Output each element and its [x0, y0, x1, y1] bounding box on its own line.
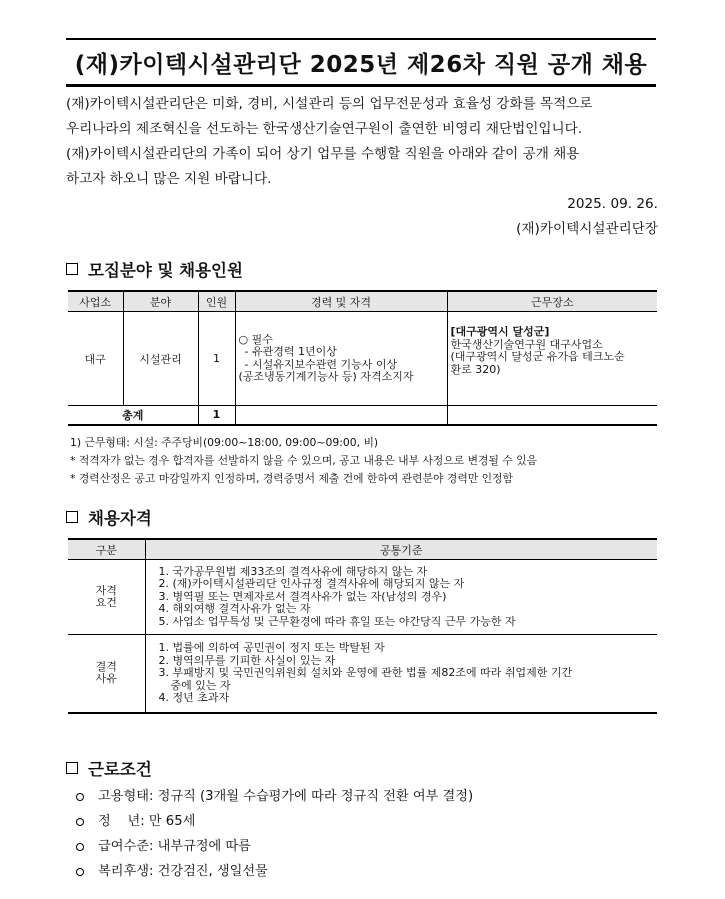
column-header: 경력 및 자격 [235, 291, 447, 312]
criteria-list [159, 642, 655, 705]
column-header: 근무장소 [447, 291, 657, 312]
location-cell [447, 312, 657, 406]
square-bullet-icon [66, 263, 78, 275]
condition-item [76, 784, 646, 809]
section-title-conditions [66, 756, 152, 780]
working-conditions-list [76, 784, 646, 884]
table-header-row [68, 539, 657, 560]
qualification-line: - 유관경력 1년이상 [244, 346, 337, 358]
criteria-item: 4. 해외여행 결격사유가 없는 자 [158, 603, 311, 616]
criteria-cell [145, 560, 657, 635]
condition-item [76, 834, 646, 859]
criteria-item: 3. 병역필 또는 면제자로서 결격사유가 없는 자(남성의 경우) [158, 590, 447, 603]
field-cell: 시설관리 [123, 312, 198, 406]
qualification-cell [235, 312, 447, 406]
section-title-qualifications [66, 505, 152, 529]
section-title-text: 근로조건 [88, 760, 152, 779]
circle-bullet-icon [76, 868, 84, 876]
empty-cell [235, 406, 447, 425]
location-line: (대구광역시 달성군 유가읍 테크노순 [450, 351, 625, 363]
criteria-continuation: 중에 있는 자 [170, 679, 231, 692]
note-line: * 적격자가 없는 경우 합격자를 선발하지 않을 수 있으며, 공고 내용은 내부 사정으로 변경될 수 있음 [70, 454, 538, 467]
row-label-line: 자격 [95, 584, 117, 597]
condition-item [76, 859, 646, 884]
table-row [68, 635, 657, 713]
criteria-item: 3. 부패방지 및 국민권익위원회 설치와 운영에 관한 법률 제82조에 따라 취업제한 기간 [158, 667, 573, 679]
recruitment-table [68, 290, 657, 426]
intro-line: (재)카이텍시설관리단은 미화, 경비, 시설관리 등의 업무전문성과 효율성 강화를 목적으로 [66, 96, 593, 112]
condition-text: 정 년: 만 65세 [98, 814, 196, 829]
recruitment-notes [70, 434, 660, 488]
location-line: 환로 320) [450, 363, 501, 376]
criteria-item: 1. 국가공무원법 제33조의 결격사유에 해당하지 않는 자 [158, 565, 428, 578]
note-line: * 경력산정은 공고 마감일까지 인정하며, 경력증명서 제출 건에 한하여 관련분야 경력만 인정함 [70, 472, 513, 485]
criteria-cell [145, 635, 657, 713]
total-label: 총계 [68, 406, 198, 425]
column-header: 공통기준 [145, 539, 657, 560]
condition-text: 급여수준: 내부규정에 따름 [98, 839, 251, 854]
empty-cell [447, 406, 657, 425]
condition-text: 고용형태: 정규직 (3개월 수습평가에 따라 정규직 전환 여부 결정) [98, 789, 474, 804]
total-count: 1 [198, 406, 235, 425]
criteria-item: 1. 법률에 의하여 공민권이 정지 또는 박탈된 자 [158, 642, 385, 654]
note-line: 1) 근무형태: 시설: 주주당비(09:00~18:00, 09:00~09:00, 비) [70, 436, 379, 449]
intro-paragraph [66, 92, 658, 242]
row-label-line: 결격 [95, 660, 117, 673]
table-header-row [68, 291, 657, 312]
qualification-line: ○ 필수 [238, 333, 273, 346]
intro-line: 하고자 하오니 많은 지원 바랍니다. [66, 171, 272, 187]
table-row [68, 312, 657, 406]
criteria-item: 2. 병역의무를 기피한 사실이 있는 자 [158, 654, 336, 667]
criteria-item [159, 680, 655, 693]
location-title: [대구광역시 달성군] [450, 326, 550, 338]
condition-text: 복리후생: 건강검진, 생일선물 [98, 864, 268, 879]
column-header: 인원 [198, 291, 235, 312]
row-label-line: 사유 [95, 673, 117, 686]
criteria-list [159, 566, 655, 629]
circle-bullet-icon [76, 843, 84, 851]
row-label-line: 요건 [95, 597, 117, 609]
section-title-text: 모집분야 및 채용인원 [88, 261, 243, 280]
intro-line: 우리나라의 제조혁신을 선도하는 한국생산기술연구원이 출연한 비영리 재단법인입니다. [66, 121, 583, 137]
intro-line: (재)카이텍시설관리단의 가족이 되어 상기 업무를 수행할 직원을 아래와 같이 공개 채용 [66, 146, 580, 162]
circle-bullet-icon [76, 818, 84, 826]
location-line: 한국생산기술연구원 대구사업소 [450, 338, 603, 351]
signature: (재)카이텍시설관리단장 [516, 221, 658, 237]
criteria-item: 2. (재)카이텍시설관리단 인사규정 결격사유에 해당되지 않는 자 [158, 578, 465, 591]
square-bullet-icon [66, 511, 78, 523]
office-cell: 대구 [68, 312, 123, 406]
column-header: 분야 [123, 291, 198, 312]
criteria-item: 4. 정년 초과자 [158, 692, 230, 704]
page-title: (재)카이텍시설관리단 2025년 제26차 직원 공개 채용 [74, 51, 648, 78]
count-cell: 1 [198, 312, 235, 406]
column-header: 사업소 [68, 291, 123, 312]
condition-item [76, 809, 646, 834]
circle-bullet-icon [76, 793, 84, 801]
qualification-table [68, 538, 657, 714]
qualification-line: (공조냉동기계기능사 등) 자격소지자 [238, 371, 414, 383]
section-title-recruitment [66, 257, 243, 281]
title-box [66, 38, 656, 87]
row-label-cell [68, 635, 145, 713]
section-title-text: 채용자격 [88, 509, 152, 528]
total-row [68, 406, 657, 425]
criteria-item: 5. 사업소 업무특성 및 근무환경에 따라 휴일 또는 야간당직 근무 가능한 자 [158, 615, 516, 628]
table-row [68, 560, 657, 635]
column-header: 구분 [68, 539, 145, 560]
row-label-cell [68, 560, 145, 635]
qualification-line: - 시설유지보수관련 기능사 이상 [244, 358, 398, 371]
square-bullet-icon [66, 762, 78, 774]
notice-date: 2025. 09. 26. [567, 196, 658, 212]
